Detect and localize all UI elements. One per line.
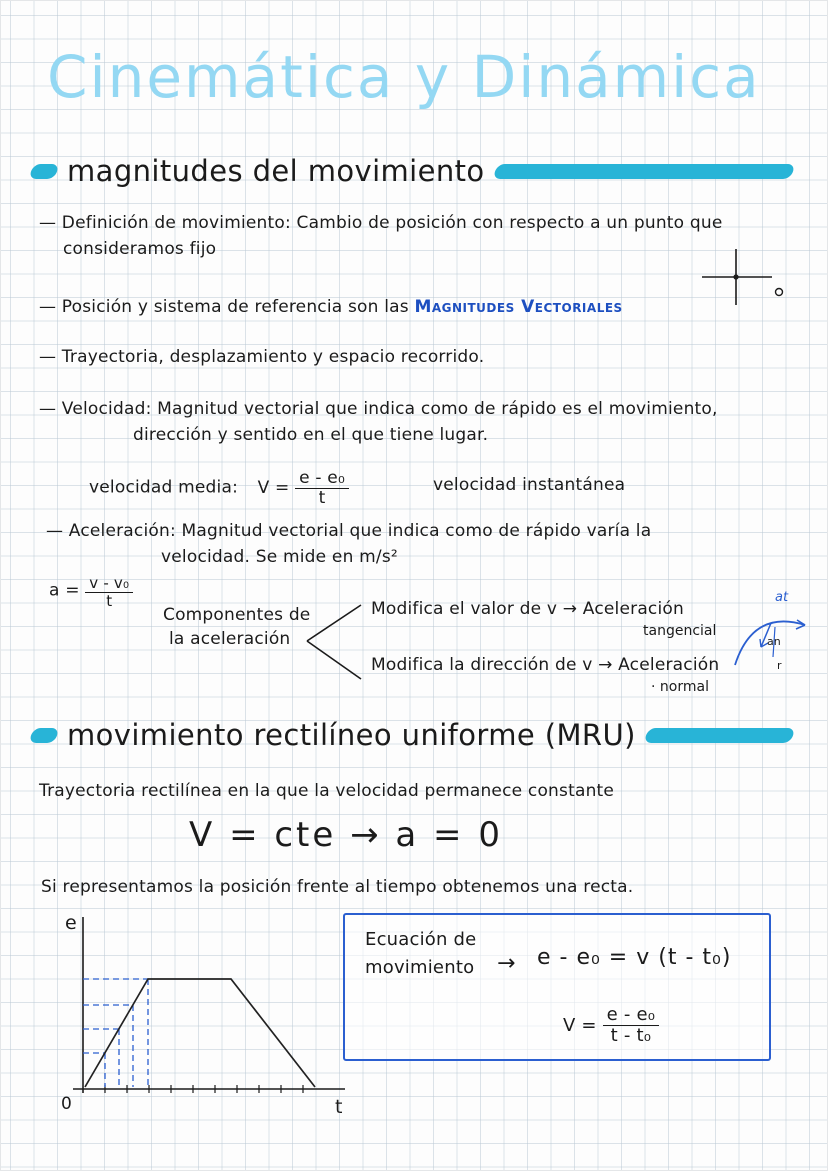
bullet-aceleracion-line1: — Aceleración: Magnitud vectorial que indica como de rápido varía la (46, 521, 652, 541)
position-time-graph (53, 903, 353, 1123)
mru-formula: V = cte → a = 0 (189, 815, 503, 855)
eq-box-label-line2: movimiento (365, 957, 475, 978)
velocidad-instantanea-label: velocidad instantánea (433, 475, 626, 495)
branch-tangencial-text: Modifica el valor de v → Aceleración (371, 599, 684, 619)
eq-box-velocity-lhs: V = (563, 1014, 597, 1036)
bullet-definicion-line1: — Definición de movimiento: Cambio de posición con respecto a un punto que (39, 213, 723, 233)
fraction-denominator: t (106, 591, 113, 610)
sketch-label-at: at (775, 590, 789, 605)
eq-box-equation: e - e₀ = v (t - t₀) (537, 945, 732, 970)
section-title-magnitudes: magnitudes del movimiento (67, 154, 485, 188)
sketch-label-an: an (767, 635, 781, 648)
branch-lines (301, 595, 365, 689)
branch-normal-sub: · normal (651, 679, 709, 695)
sketch-label-r: r (777, 659, 782, 672)
branch-tangencial-sub: tangencial (643, 623, 717, 639)
velocidad-media-label: velocidad media: (89, 477, 238, 498)
bullet-posicion (39, 297, 623, 317)
velocidad-media-fraction (295, 469, 349, 507)
graph-ylabel: e (65, 912, 77, 934)
highlight-bar-right (643, 728, 795, 743)
section-header-magnitudes (31, 151, 793, 191)
axis-sketch-icon (684, 247, 794, 311)
bullet-definicion-line2: consideramos fijo (63, 239, 217, 259)
section-header-mru (31, 715, 793, 755)
mru-intro: Trayectoria rectilínea en la que la velocidad permanece constante (39, 781, 615, 801)
aceleracion-lhs: a = (49, 580, 80, 601)
componentes-line1: Componentes de (163, 605, 311, 625)
magnitudes-vectoriales-label: Magnitudes Vectoriales (414, 297, 623, 317)
aceleracion-fraction (85, 575, 133, 609)
aceleracion-formula (49, 575, 133, 609)
equation-box (343, 913, 771, 1061)
graph-xlabel: t (335, 1096, 343, 1118)
bullet-velocidad-line1: — Velocidad: Magnitud vectorial que indica como de rápido es el movimiento, (39, 399, 718, 419)
graph-origin: 0 (61, 1094, 72, 1114)
acceleration-sketch (723, 587, 823, 683)
highlight-bar-left (29, 728, 60, 743)
eq-box-velocity (563, 1005, 659, 1046)
eq-box-velocity-fraction (603, 1005, 660, 1046)
fraction-numerator: e - e₀ (295, 469, 349, 489)
posicion-text: — Posición y sistema de referencia son las (39, 297, 415, 317)
fraction-numerator: v - v₀ (85, 575, 133, 593)
eq-box-arrow: → (497, 951, 516, 976)
mru-recta-line: Si representamos la posición frente al tiempo obtenemos una recta. (41, 877, 634, 897)
highlight-bar-right (492, 164, 795, 179)
fraction-denominator: t - t₀ (610, 1024, 652, 1046)
componentes-line2: la aceleración (169, 629, 291, 649)
page-title: Cinemática y Dinámica (47, 43, 761, 111)
highlight-bar-left (29, 164, 60, 179)
bullet-velocidad-line2: dirección y sentido en el que tiene lugar. (133, 425, 489, 445)
fraction-numerator: e - e₀ (603, 1005, 660, 1026)
eq-box-label-line1: Ecuación de (365, 929, 477, 950)
bullet-aceleracion-line2: velocidad. Se mide en m/s² (161, 547, 398, 567)
bullet-trayectoria: — Trayectoria, desplazamiento y espacio recorrido. (39, 347, 485, 367)
fraction-denominator: t (318, 487, 326, 508)
branch-normal-text: Modifica la dirección de v → Aceleración (371, 655, 720, 675)
velocidad-media-lhs: V = (257, 477, 290, 498)
velocidad-media-formula (89, 469, 349, 507)
section-title-mru: movimiento rectilíneo uniforme (MRU) (67, 718, 636, 752)
